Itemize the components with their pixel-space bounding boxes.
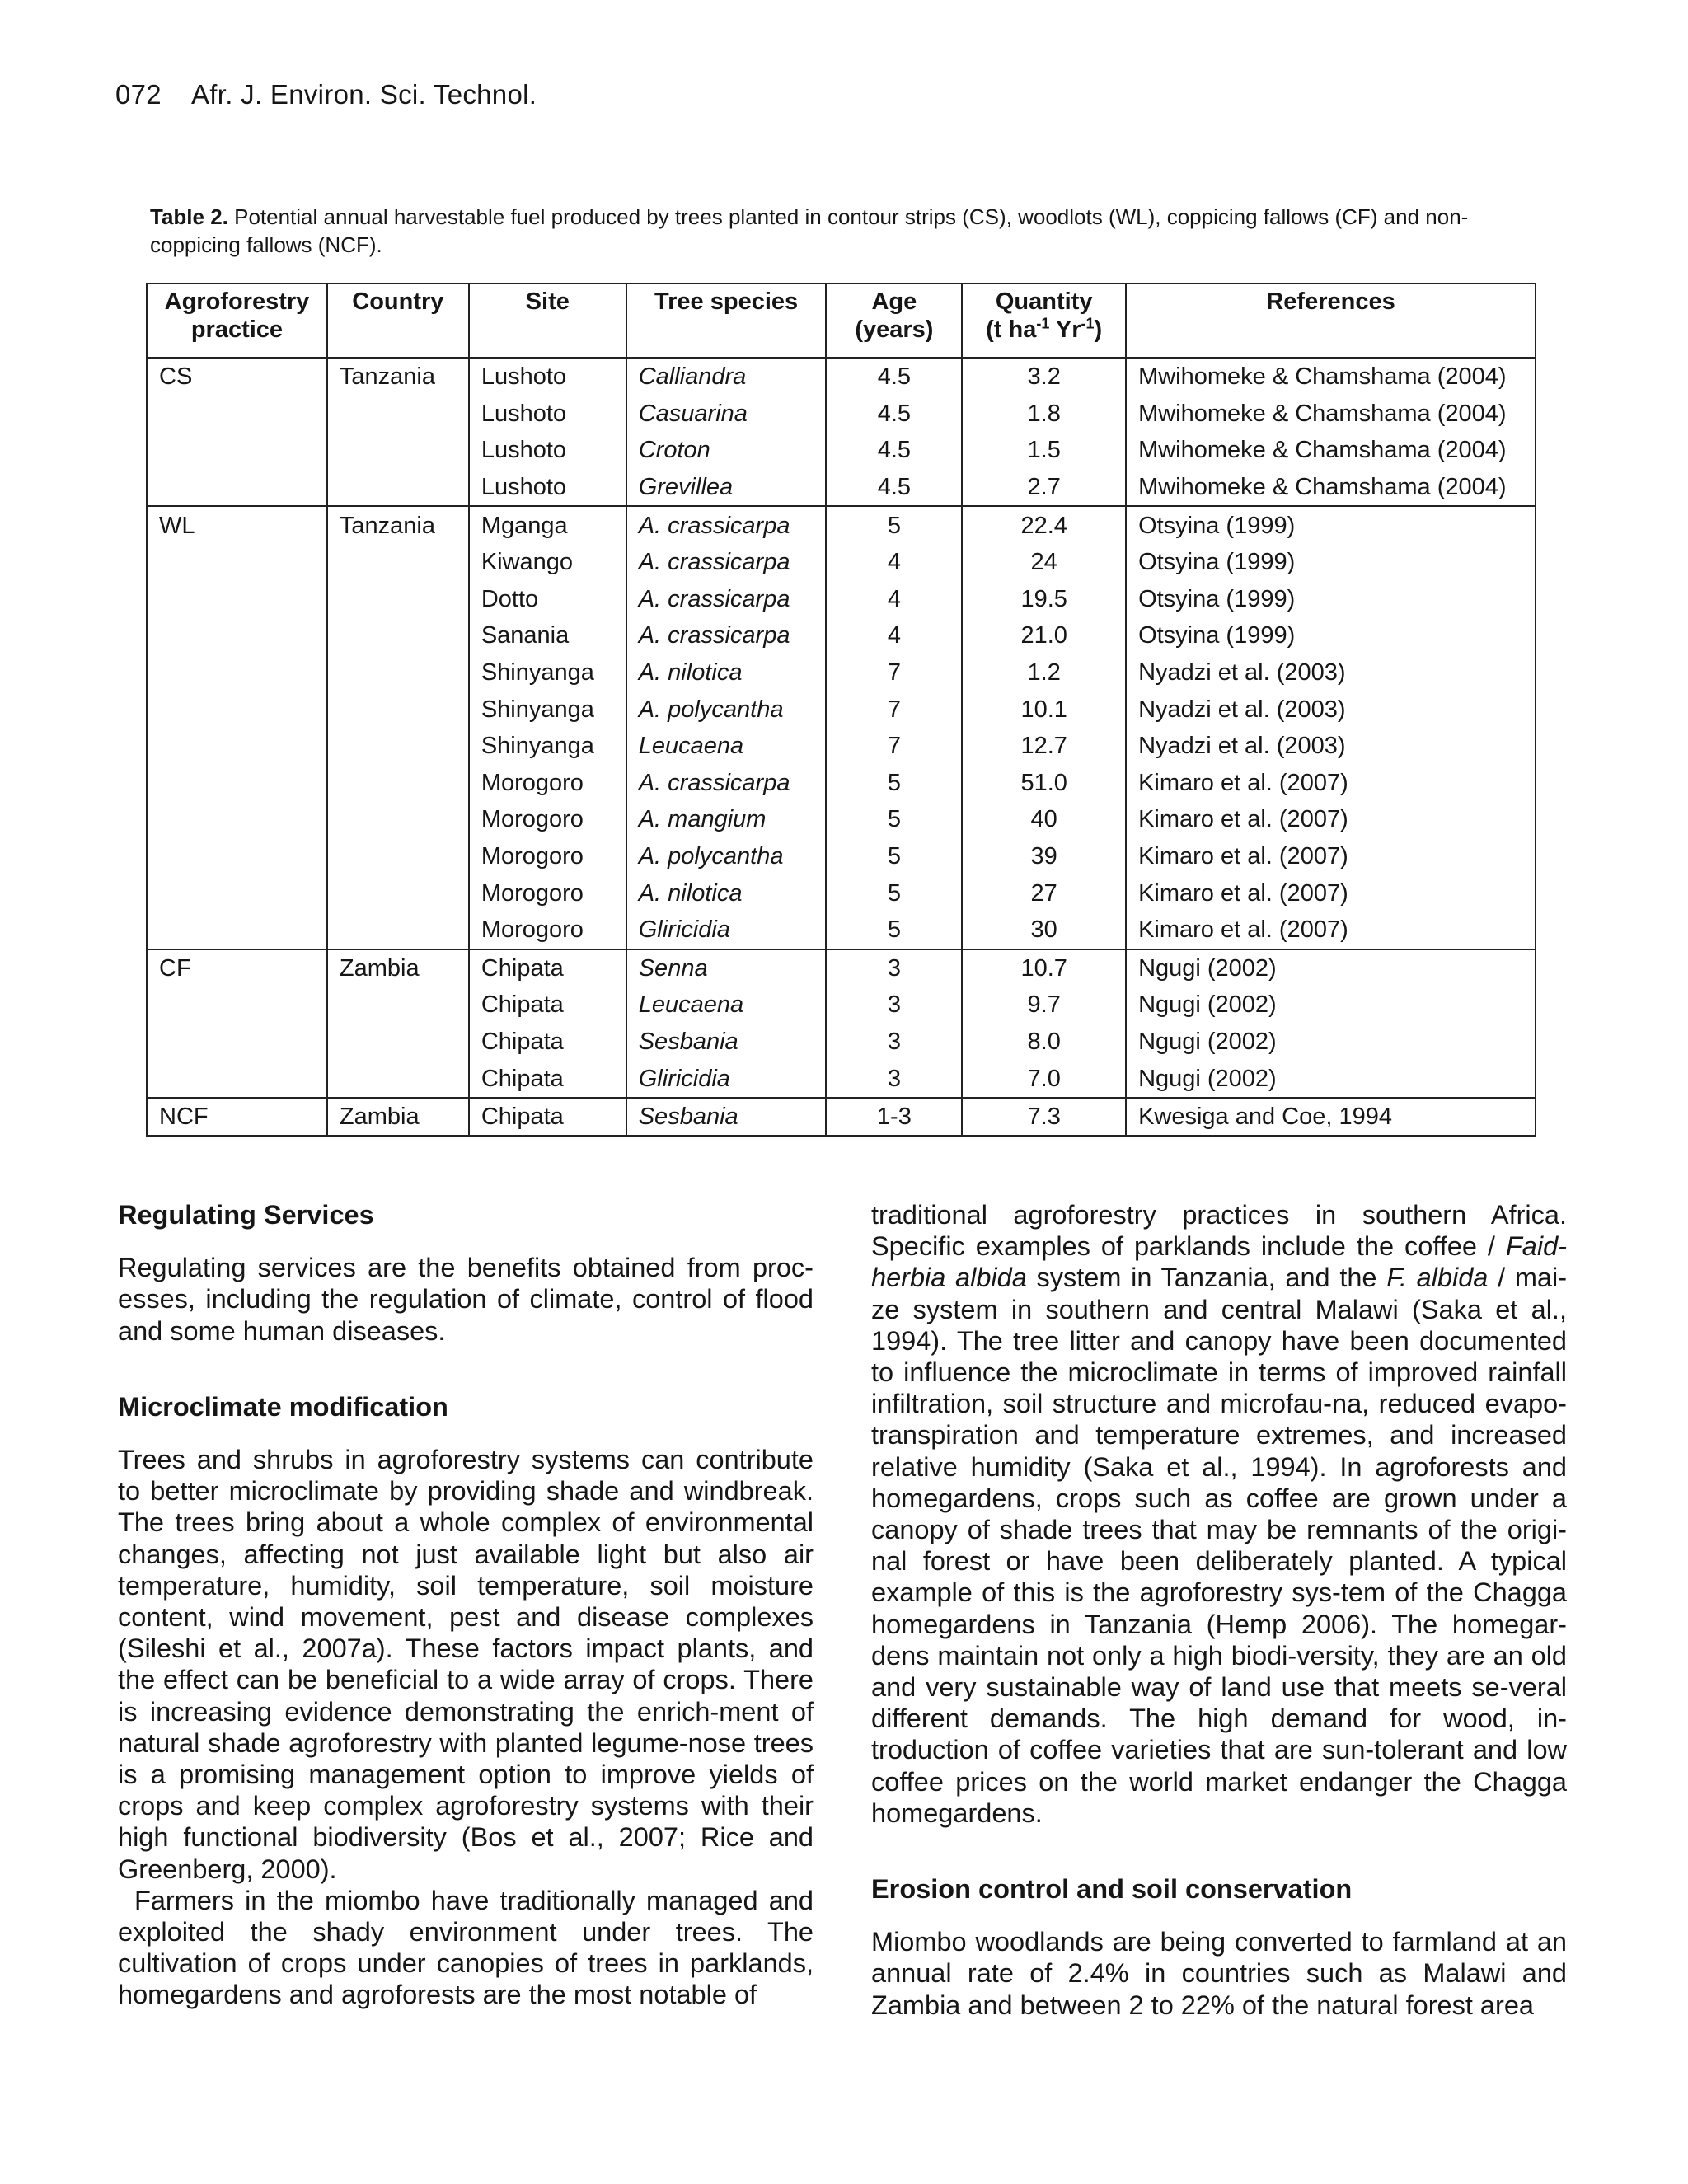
fuel-table <box>146 283 1536 1137</box>
cell-quantity: 27 <box>962 874 1126 912</box>
table-row <box>147 654 1536 691</box>
cell-country: Tanzania <box>327 358 469 396</box>
cell-age: 4 <box>826 581 962 618</box>
cell-species: A. mangium <box>626 801 827 838</box>
cell-quantity: 8.0 <box>962 1024 1126 1061</box>
cell-practice <box>147 912 327 949</box>
cell-site: Chipata <box>469 1024 626 1061</box>
cell-practice <box>147 654 327 691</box>
cell-reference: Mwihomeke & Chamshama (2004) <box>1126 432 1536 469</box>
cell-age: 5 <box>826 765 962 802</box>
paragraph-microclimate-2: Farmers in the miombo have traditionally managed and exploited the shady environment under trees. The cultivation of crops under canopies of trees in parklands, homegardens and agroforests are the most notable of <box>118 1885 814 2010</box>
cell-species: Calliandra <box>626 358 827 396</box>
table-row <box>147 949 1536 987</box>
cell-quantity: 10.7 <box>962 949 1126 987</box>
cell-species: A. nilotica <box>626 654 827 691</box>
table-body <box>147 358 1536 1136</box>
cell-reference: Kimaro et al. (2007) <box>1126 801 1536 838</box>
cell-country <box>327 1024 469 1061</box>
cell-quantity: 40 <box>962 801 1126 838</box>
cell-reference: Mwihomeke & Chamshama (2004) <box>1126 469 1536 507</box>
cell-reference: Nyadzi et al. (2003) <box>1126 728 1536 765</box>
cell-practice <box>147 581 327 618</box>
table-row <box>147 801 1536 838</box>
cell-quantity: 1.2 <box>962 654 1126 691</box>
cell-site: Mganga <box>469 506 626 544</box>
cell-species: Sesbania <box>626 1098 827 1137</box>
table-row <box>147 432 1536 469</box>
table-row <box>147 617 1536 654</box>
cell-age: 7 <box>826 691 962 728</box>
cell-quantity: 30 <box>962 912 1126 949</box>
cell-site: Chipata <box>469 949 626 987</box>
right-column <box>871 1199 1567 2021</box>
cell-practice <box>147 874 327 912</box>
cell-species: A. crassicarpa <box>626 581 827 618</box>
cell-practice: CS <box>147 358 327 396</box>
table-row <box>147 506 1536 544</box>
cell-country <box>327 987 469 1024</box>
cell-quantity: 12.7 <box>962 728 1126 765</box>
cell-country <box>327 728 469 765</box>
cell-quantity: 24 <box>962 544 1126 581</box>
cell-age: 3 <box>826 949 962 987</box>
cell-reference: Otsyina (1999) <box>1126 617 1536 654</box>
header-quantity-unit: (t $ha^{-1}$ $Yr^{-1}$) <box>986 315 1103 343</box>
cell-reference: Mwihomeke & Chamshama (2004) <box>1126 396 1536 433</box>
header-quantity-label: Quantity <box>995 288 1093 315</box>
cell-country <box>327 396 469 433</box>
cell-practice <box>147 469 327 507</box>
cell-site: Morogoro <box>469 765 626 802</box>
cell-practice: NCF <box>147 1098 327 1137</box>
heading-erosion-control: Erosion control and soil conservation <box>871 1874 1353 1905</box>
cell-age: 7 <box>826 654 962 691</box>
cell-country <box>327 765 469 802</box>
cell-species: A. crassicarpa <box>626 765 827 802</box>
cell-country <box>327 801 469 838</box>
table-row <box>147 987 1536 1024</box>
cell-practice <box>147 1060 327 1098</box>
cell-country <box>327 544 469 581</box>
cell-species: Gliricidia <box>626 912 827 949</box>
cell-reference: Ngugi (2002) <box>1126 987 1536 1024</box>
cell-reference: Nyadzi et al. (2003) <box>1126 654 1536 691</box>
cell-quantity: 1.5 <box>962 432 1126 469</box>
header-age: Age (years) <box>826 284 962 358</box>
cell-practice <box>147 617 327 654</box>
cell-reference: Ngugi (2002) <box>1126 949 1536 987</box>
cell-practice <box>147 728 327 765</box>
cell-age: 5 <box>826 912 962 949</box>
cell-site: Dotto <box>469 581 626 618</box>
cell-age: 1-3 <box>826 1098 962 1137</box>
cell-site: Shinyanga <box>469 654 626 691</box>
table-caption-label: Table 2. <box>150 204 228 229</box>
cell-site: Shinyanga <box>469 728 626 765</box>
cell-age: 4.5 <box>826 432 962 469</box>
cell-country: Zambia <box>327 1098 469 1137</box>
cell-reference: Ngugi (2002) <box>1126 1060 1536 1098</box>
cell-age: 4.5 <box>826 469 962 507</box>
cell-quantity: 21.0 <box>962 617 1126 654</box>
paragraph-regulating: Regulating services are the benefits obtained from proc-esses, including the regulation of climate, control of flood and some human diseases. <box>118 1253 814 1346</box>
table-row <box>147 1024 1536 1061</box>
cell-reference: Otsyina (1999) <box>1126 581 1536 618</box>
cell-country <box>327 838 469 875</box>
cell-site: Morogoro <box>469 874 626 912</box>
cell-practice <box>147 838 327 875</box>
table-caption <box>150 203 1543 259</box>
cell-country: Tanzania <box>327 506 469 544</box>
cell-reference: Kimaro et al. (2007) <box>1126 874 1536 912</box>
cell-species: Leucaena <box>626 987 827 1024</box>
cell-age: 4.5 <box>826 358 962 396</box>
cell-species: Grevillea <box>626 469 827 507</box>
cell-practice: CF <box>147 949 327 987</box>
heading-regulating-services: Regulating Services <box>118 1200 374 1230</box>
header-practice: Agroforestry practice <box>147 284 327 358</box>
header-quantity <box>962 284 1126 358</box>
cell-quantity: 2.7 <box>962 469 1126 507</box>
cell-reference: Otsyina (1999) <box>1126 544 1536 581</box>
cell-age: 5 <box>826 838 962 875</box>
cell-species: A. crassicarpa <box>626 506 827 544</box>
cell-species: Leucaena <box>626 728 827 765</box>
paragraph-microclimate-1: Trees and shrubs in agroforestry systems can contribute to better microclimate by providing shade and windbreak. The trees bring about a whole complex of environmental changes, affecting not just available light but also air temperature, humidity, soil temperature, soil moisture content, wind movement, pest and disease complexes (Sileshi et al., 2007a). These factors impact plants, and the effect can be beneficial to a wide array of crops. There is increasing evidence demonstrating the enrich-ment of natural shade agroforestry with planted legume-nose trees is a promising management option to improve yields of crops and keep complex agroforestry systems with their high functional biodiversity (Bos et al., 2007; Rice and Greenberg, 2000). <box>118 1445 814 1884</box>
cell-species: Senna <box>626 949 827 987</box>
cell-site: Chipata <box>469 1060 626 1098</box>
cell-quantity: 22.4 <box>962 506 1126 544</box>
cell-quantity: 9.7 <box>962 987 1126 1024</box>
cell-country: Zambia <box>327 949 469 987</box>
cell-site: Chipata <box>469 987 626 1024</box>
cell-site: Kiwango <box>469 544 626 581</box>
table-row <box>147 396 1536 433</box>
cell-practice: WL <box>147 506 327 544</box>
cell-quantity: 51.0 <box>962 765 1126 802</box>
table-row <box>147 358 1536 396</box>
cell-reference: Kwesiga and Coe, 1994 <box>1126 1098 1536 1137</box>
cell-country <box>327 617 469 654</box>
cell-site: Lushoto <box>469 469 626 507</box>
cell-age: 4 <box>826 617 962 654</box>
cell-quantity: 39 <box>962 838 1126 875</box>
table-caption-text: Potential annual harvestable fuel produced by trees planted in contour strips (CS), woodlots (WL), coppicing fallows (CF) and non-coppicing fallows (NCF). <box>150 204 1469 257</box>
table-row <box>147 469 1536 507</box>
cell-country <box>327 654 469 691</box>
cell-country <box>327 912 469 949</box>
table-row <box>147 691 1536 728</box>
table-header-row <box>147 284 1536 358</box>
cell-reference: Ngugi (2002) <box>1126 1024 1536 1061</box>
table-row <box>147 1060 1536 1098</box>
cell-site: Morogoro <box>469 912 626 949</box>
table-row <box>147 1098 1536 1137</box>
cell-practice <box>147 691 327 728</box>
header-country: Country <box>327 284 469 358</box>
cell-practice <box>147 801 327 838</box>
heading-microclimate: Microclimate modification <box>118 1391 448 1422</box>
running-head <box>115 79 537 110</box>
cell-reference: Kimaro et al. (2007) <box>1126 912 1536 949</box>
cell-site: Sanania <box>469 617 626 654</box>
paragraph-continued: traditional agroforestry practices in southern Africa. Specific examples of parklands include the coffee / Faid-herbia albida system in Tanzania, and the F. albida / mai-ze system in southern and central Malawi (Saka et al., 1994). The tree litter and canopy have been documented to influence the microclimate in terms of improved rainfall infiltration, soil structure and microfau-na, reduced evapo-transpiration and temperature extremes, and increased relative humidity (Saka et al., 1994). In agroforests and homegardens, crops such as coffee are grown under a canopy of shade trees that may be remnants of the origi-nal forest or have been deliberately planted. A typical example of this is the agroforestry sys-tem of the Chagga homegardens in Tanzania (Hemp 2006). The homegar-dens maintain not only a high biodi-versity, they are an old and very sustainable way of land use that meets se-veral different demands. The high demand for wood, in-troduction of coffee varieties that are sun-tolerant and low coffee prices on the world market endanger the Chagga homegardens. <box>871 1200 1568 1828</box>
cell-site: Chipata <box>469 1098 626 1137</box>
cell-quantity: 7.3 <box>962 1098 1126 1137</box>
cell-quantity: 19.5 <box>962 581 1126 618</box>
cell-reference: Otsyina (1999) <box>1126 506 1536 544</box>
cell-quantity: 7.0 <box>962 1060 1126 1098</box>
cell-site: Shinyanga <box>469 691 626 728</box>
cell-quantity: 10.1 <box>962 691 1126 728</box>
cell-species: A. nilotica <box>626 874 827 912</box>
cell-practice <box>147 765 327 802</box>
cell-species: A. crassicarpa <box>626 544 827 581</box>
cell-age: 3 <box>826 1060 962 1098</box>
cell-age: 5 <box>826 506 962 544</box>
table-row <box>147 581 1536 618</box>
cell-quantity: 3.2 <box>962 358 1126 396</box>
cell-practice <box>147 432 327 469</box>
paragraph-erosion: Miombo woodlands are being converted to farmland at an annual rate of 2.4% in countries such as Malawi and Zambia and between 2 to 22% of the natural forest area <box>871 1927 1567 2020</box>
cell-country <box>327 1060 469 1098</box>
cell-age: 4.5 <box>826 396 962 433</box>
cell-site: Morogoro <box>469 801 626 838</box>
cell-country <box>327 874 469 912</box>
cell-species: Croton <box>626 432 827 469</box>
cell-species: A. polycantha <box>626 691 827 728</box>
header-references: References <box>1126 284 1536 358</box>
cell-age: 4 <box>826 544 962 581</box>
cell-reference: Mwihomeke & Chamshama (2004) <box>1126 358 1536 396</box>
cell-country <box>327 432 469 469</box>
cell-reference: Kimaro et al. (2007) <box>1126 765 1536 802</box>
table-row <box>147 544 1536 581</box>
cell-age: 3 <box>826 1024 962 1061</box>
page-number: 072 <box>115 79 162 110</box>
cell-site: Lushoto <box>469 358 626 396</box>
cell-age: 5 <box>826 874 962 912</box>
table-row <box>147 838 1536 875</box>
table-row <box>147 765 1536 802</box>
cell-age: 7 <box>826 728 962 765</box>
cell-country <box>327 581 469 618</box>
cell-site: Lushoto <box>469 432 626 469</box>
cell-country <box>327 691 469 728</box>
header-site: Site <box>469 284 626 358</box>
cell-age: 5 <box>826 801 962 838</box>
left-column <box>118 1199 814 2011</box>
cell-species: A. crassicarpa <box>626 617 827 654</box>
cell-practice <box>147 544 327 581</box>
cell-reference: Kimaro et al. (2007) <box>1126 838 1536 875</box>
cell-species: Casuarina <box>626 396 827 433</box>
cell-site: Lushoto <box>469 396 626 433</box>
cell-species: Sesbania <box>626 1024 827 1061</box>
cell-species: Gliricidia <box>626 1060 827 1098</box>
cell-quantity: 1.8 <box>962 396 1126 433</box>
table-row <box>147 874 1536 912</box>
cell-age: 3 <box>826 987 962 1024</box>
header-species: Tree species <box>626 284 827 358</box>
journal-name: Afr. J. Environ. Sci. Technol. <box>190 79 537 110</box>
cell-species: A. polycantha <box>626 838 827 875</box>
cell-reference: Nyadzi et al. (2003) <box>1126 691 1536 728</box>
table-row <box>147 912 1536 949</box>
cell-practice <box>147 396 327 433</box>
cell-site: Morogoro <box>469 838 626 875</box>
cell-practice <box>147 1024 327 1061</box>
cell-practice <box>147 987 327 1024</box>
table-row <box>147 728 1536 765</box>
cell-country <box>327 469 469 507</box>
